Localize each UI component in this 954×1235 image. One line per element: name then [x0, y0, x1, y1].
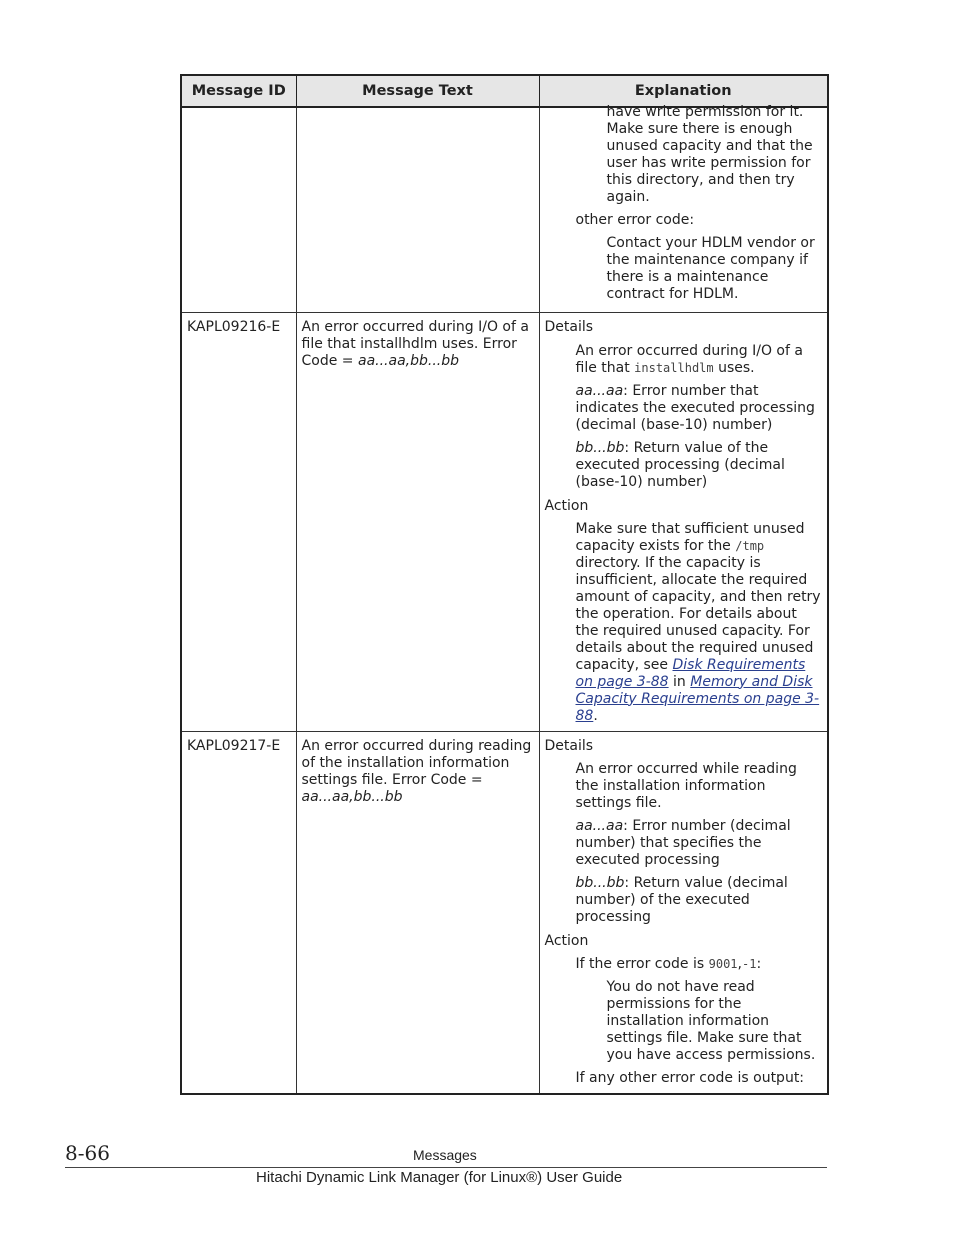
details-heading: Details: [544, 737, 594, 754]
message-id-cell: [181, 107, 296, 312]
page-number: 8-66: [65, 1141, 110, 1165]
message-id-cell: KAPL09217-E: [181, 731, 296, 1094]
explanation-paragraph: bb...bb: Return value of the executed processing (decimal (base-10) number): [575, 439, 785, 490]
header-message-text: Message Text: [296, 75, 539, 107]
message-text-cell: [296, 107, 539, 312]
error-code-value: -1: [741, 956, 757, 971]
error-code-vars: aa...aa,bb...bb: [301, 788, 403, 805]
table-header-row: [181, 75, 828, 107]
explanation-paragraph: aa...aa: Error number (decimal number) that specifies the executed processing: [575, 817, 791, 868]
message-table: [180, 74, 829, 1095]
action-heading: Action: [544, 932, 589, 949]
explanation-paragraph: An error occurred while reading the installation information settings file.: [575, 760, 797, 811]
explanation-paragraph: Contact your HDLM vendor or the maintenance company if there is a maintenance contract for HDLM.: [606, 235, 815, 302]
command-name: installhdlm: [634, 360, 714, 375]
header-explanation: Explanation: [539, 75, 828, 107]
explanation-cell: [539, 104, 828, 312]
explanation-paragraph: bb...bb: Return value (decimal number) of the executed processing: [575, 874, 788, 925]
memory-disk-capacity-link[interactable]: Memory and Disk Capacity Requirements on page 3-88: [575, 673, 820, 724]
explanation-paragraph: Make sure that sufficient unused capacity exists for the /tmp directory. If the capacity is insufficient, allocate the required amount of capacity, and then retry the operation. For details about the required unused capacity. For details about the required unused capacity, see Disk Requirements on page 3-88 in Memory and Disk Capacity Requirements on page 3-88.: [575, 520, 821, 724]
message-text: An error occurred during reading of the installation information settings file. Error Code =: [301, 737, 532, 788]
directory-name: /tmp: [735, 538, 765, 553]
message-text: An error occurred during I/O of a file that installhdlm uses. Error Code =: [301, 318, 529, 369]
error-var: aa...aa: [575, 817, 624, 834]
error-code-vars: aa...aa,bb...bb: [357, 352, 459, 369]
table-row: [181, 731, 828, 1094]
explanation-cell: [539, 312, 828, 731]
explanation-cell: [539, 731, 828, 1094]
return-var: bb...bb: [575, 874, 625, 891]
explanation-paragraph: If the error code is 9001,-1:: [575, 955, 762, 972]
action-heading: Action: [544, 497, 589, 514]
message-text-cell: [296, 312, 539, 731]
return-var: bb...bb: [575, 439, 625, 456]
explanation-paragraph: You do not have read permissions for the installation information settings file. Make sure that you have access permissions.: [606, 978, 816, 1063]
explanation-paragraph: If any other error code is output:: [575, 1069, 805, 1086]
header-message-id: Message ID: [181, 75, 296, 107]
footer-section: Messages: [413, 1147, 477, 1163]
explanation-paragraph: other error code:: [575, 212, 695, 228]
disk-requirements-link[interactable]: Disk Requirements on page 3-88: [575, 656, 806, 690]
message-text-cell: [296, 731, 539, 1094]
footer-book-title: Hitachi Dynamic Link Manager (for Linux®) User Guide: [256, 1169, 623, 1186]
error-var: aa...aa: [575, 382, 624, 399]
table-row: [181, 107, 828, 312]
message-id-cell: KAPL09216-E: [181, 312, 296, 731]
explanation-paragraph: aa...aa: Error number that indicates the executed processing (decimal (base-10) number): [575, 382, 815, 433]
error-code-value: 9001: [708, 956, 738, 971]
explanation-paragraph: have write permission for it. Make sure there is enough unused capacity and that the user has write permission for this directory, and then try again.: [606, 104, 813, 205]
footer-divider: [65, 1167, 827, 1168]
table-row: [181, 312, 828, 731]
details-heading: Details: [544, 318, 594, 335]
explanation-paragraph: An error occurred during I/O of a file that installhdlm uses.: [575, 342, 803, 376]
